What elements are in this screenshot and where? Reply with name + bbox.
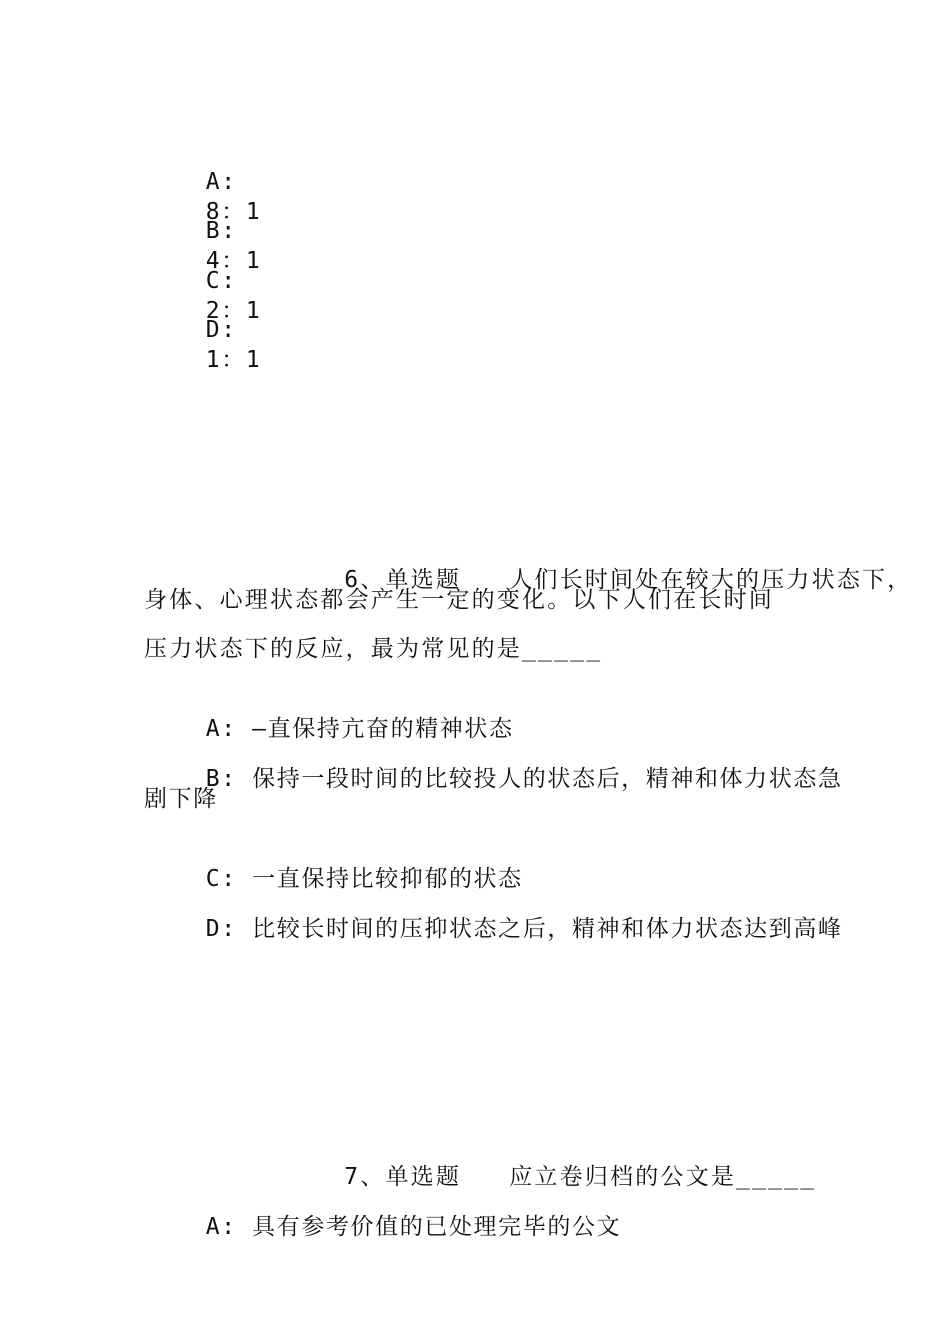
option-text: 保持一段时间的比较投人的状态后，精神和体力状态急 <box>252 766 843 792</box>
q6-option-b-continued: 剧下降 <box>144 786 218 812</box>
option-text: 具有参考价值的已处理完毕的公文 <box>252 1214 622 1240</box>
question-stem: 人们长时间处在较大的压力状态下， <box>509 567 913 593</box>
option-text: 比较长时间的压抑状态之后，精神和体力状态达到高峰 <box>252 916 843 942</box>
option-letter: C: <box>205 866 237 892</box>
q6-stem-line-2: 身体、心理状态都会产生一定的变化。以下人们在长时间 <box>144 587 774 613</box>
option-letter: A: <box>205 169 237 195</box>
option-letter: A: <box>205 716 237 742</box>
question-stem: 应立卷归档的公文是_____ <box>509 1164 817 1190</box>
option-text: —直保持亢奋的精神状态 <box>252 716 514 742</box>
option-text: 8：1 <box>205 199 262 225</box>
q5-option-d <box>144 285 261 405</box>
question-number: 7、单选题 <box>344 1164 462 1190</box>
option-letter: B: <box>205 218 237 244</box>
option-letter: C: <box>205 268 237 294</box>
question-number: 6、单选题 <box>344 567 462 593</box>
option-text: 一直保持比较抑郁的状态 <box>252 866 523 892</box>
option-letter: A: <box>205 1214 237 1240</box>
option-letter: D: <box>205 916 237 942</box>
option-text: 4：1 <box>205 248 262 274</box>
option-letter: D: <box>205 317 237 343</box>
q6-option-d <box>144 884 843 974</box>
option-letter: B: <box>205 766 237 792</box>
q6-option-b <box>144 734 843 824</box>
option-text: 2：1 <box>205 298 262 324</box>
q7-option-a <box>144 1182 621 1272</box>
option-text: 1：1 <box>205 347 262 373</box>
q6-stem-line-3: 压力状态下的反应，最为常见的是_____ <box>144 636 603 662</box>
